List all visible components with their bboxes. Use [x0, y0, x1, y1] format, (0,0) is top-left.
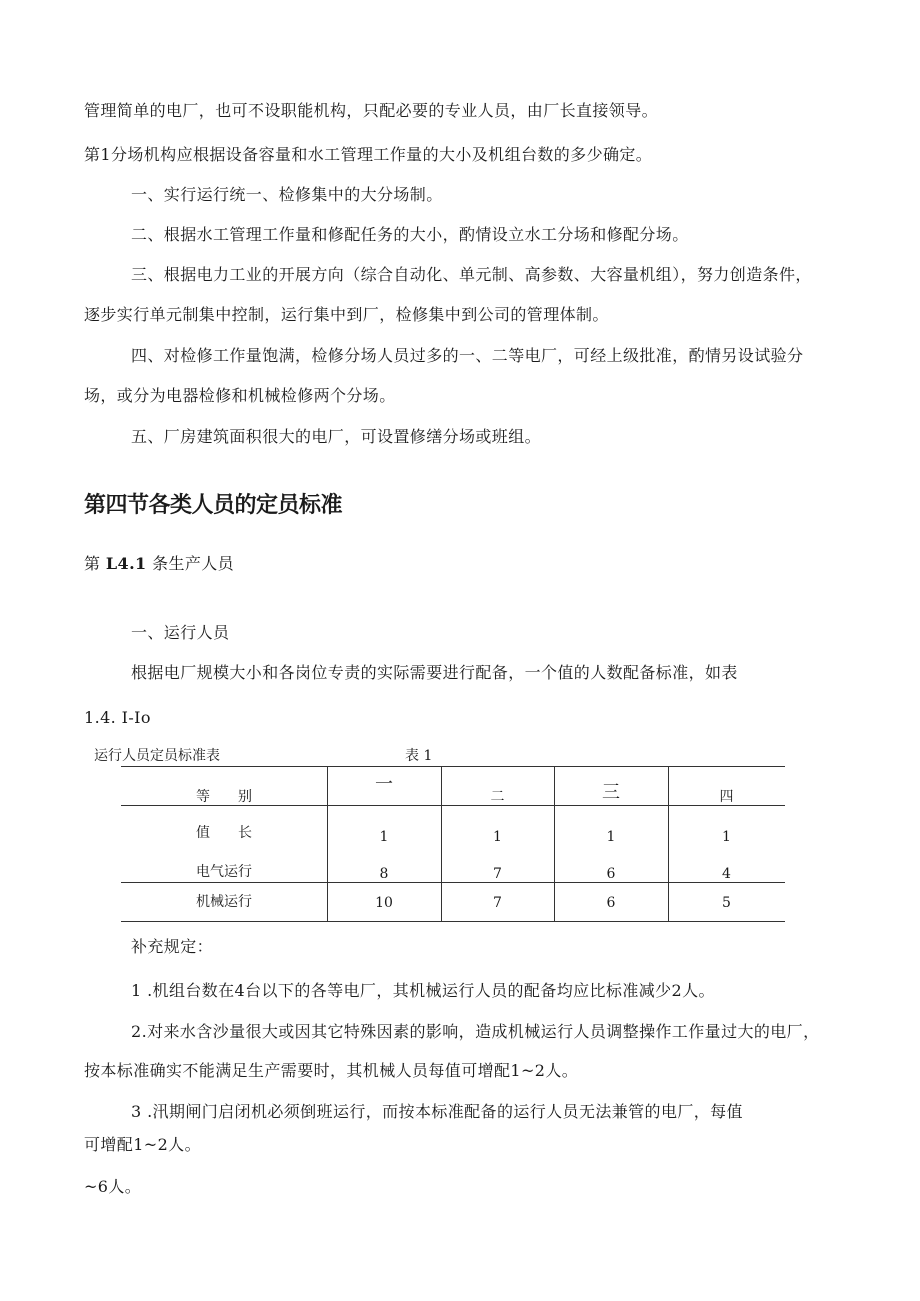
table-cell: 7: [493, 895, 502, 911]
table-cell: 1: [606, 829, 616, 845]
supplement-item: 3 .汛期闸门启闭机必须倒班运行，而按本标准配备的运行人员无法兼管的电厂，每值: [131, 1102, 743, 1121]
supplement-item: 1 .机组台数在4台以下的各等电厂，其机械运行人员的配备均应比标准减少2人。: [131, 981, 715, 1000]
paragraph-line: 根据电厂规模大小和各岗位专责的实际需要进行配备，一个值的人数配备标准，如表: [131, 663, 738, 682]
paragraph-line: 五、厂房建筑面积很大的电厂，可设置修缮分场或班组。: [131, 427, 542, 446]
table-caption: 运行人员定员标准表: [94, 748, 220, 764]
table-header-cell: 四: [719, 789, 734, 805]
paragraph-line: 第1分场机构应根据设备容量和水工管理工作量的大小及机组台数的多少确定。: [84, 145, 653, 164]
table-cell: 6: [606, 866, 616, 882]
table-rule: [121, 921, 785, 922]
article-title: [84, 554, 234, 574]
supplement-title: 补充规定：: [131, 937, 214, 956]
table-row-label: 值 长: [196, 825, 252, 841]
table-cell: 5: [722, 895, 731, 911]
trailing-text: ~6人。: [84, 1177, 142, 1196]
table-rule: [121, 766, 785, 767]
table-header-cell: 二: [490, 789, 505, 805]
paragraph-line: 二、根据水工管理工作量和修配任务的大小，酌情设立水工分场和修配分场。: [131, 225, 689, 244]
table-cell: 8: [379, 866, 389, 882]
table-header-cell: 三: [602, 782, 620, 803]
table-header-cell: 一: [375, 774, 393, 795]
subsection-title: 一、运行人员: [131, 623, 230, 642]
table-row-label: 电气运行: [196, 864, 252, 880]
article-number: L4.1: [105, 554, 147, 573]
table-cell: 1: [722, 829, 731, 845]
table-reference: 1.4. I-Io: [84, 708, 151, 727]
table-number: 表 1: [405, 748, 433, 764]
article-suffix: 条生产人员: [146, 554, 235, 573]
table-cell: 1: [379, 829, 389, 845]
supplement-item: 2.对来水含沙量很大或因其它特殊因素的影响，造成机械运行人员调整操作工作量过大的电厂，: [131, 1022, 820, 1041]
paragraph-line: 管理简单的电厂，也可不设职能机构，只配必要的专业人员，由厂长直接领导。: [84, 101, 659, 120]
table-header-label: 等 别: [196, 789, 252, 805]
paragraph-line: 三、根据电力工业的开展方向（综合自动化、单元制、高参数、大容量机组），努力创造条件，: [131, 265, 812, 284]
table-row-label: 机械运行: [196, 894, 252, 910]
paragraph-line: 逐步实行单元制集中控制，运行集中到厂，检修集中到公司的管理体制。: [84, 305, 609, 324]
paragraph-line: 场，或分为电器检修和机械检修两个分场。: [84, 386, 396, 405]
section-heading: 第四节各类人员的定员标准: [84, 493, 343, 518]
supplement-item: 按本标准确实不能满足生产需要时，其机械人员每值可增配1~2人。: [84, 1061, 579, 1080]
paragraph-line: 一、实行运行统一、检修集中的大分场制。: [131, 185, 443, 204]
table-cell: 4: [722, 866, 731, 882]
article-prefix: 第: [84, 554, 106, 573]
table-cell: 10: [375, 895, 393, 911]
supplement-item: 可增配1~2人。: [84, 1135, 201, 1154]
table-cell: 7: [493, 866, 502, 882]
table-cell: 6: [606, 895, 616, 911]
table-cell: 1: [493, 829, 502, 845]
paragraph-line: 四、对检修工作量饱满，检修分场人员过多的一、二等电厂，可经上级批准，酌情另设试验分: [131, 346, 804, 365]
